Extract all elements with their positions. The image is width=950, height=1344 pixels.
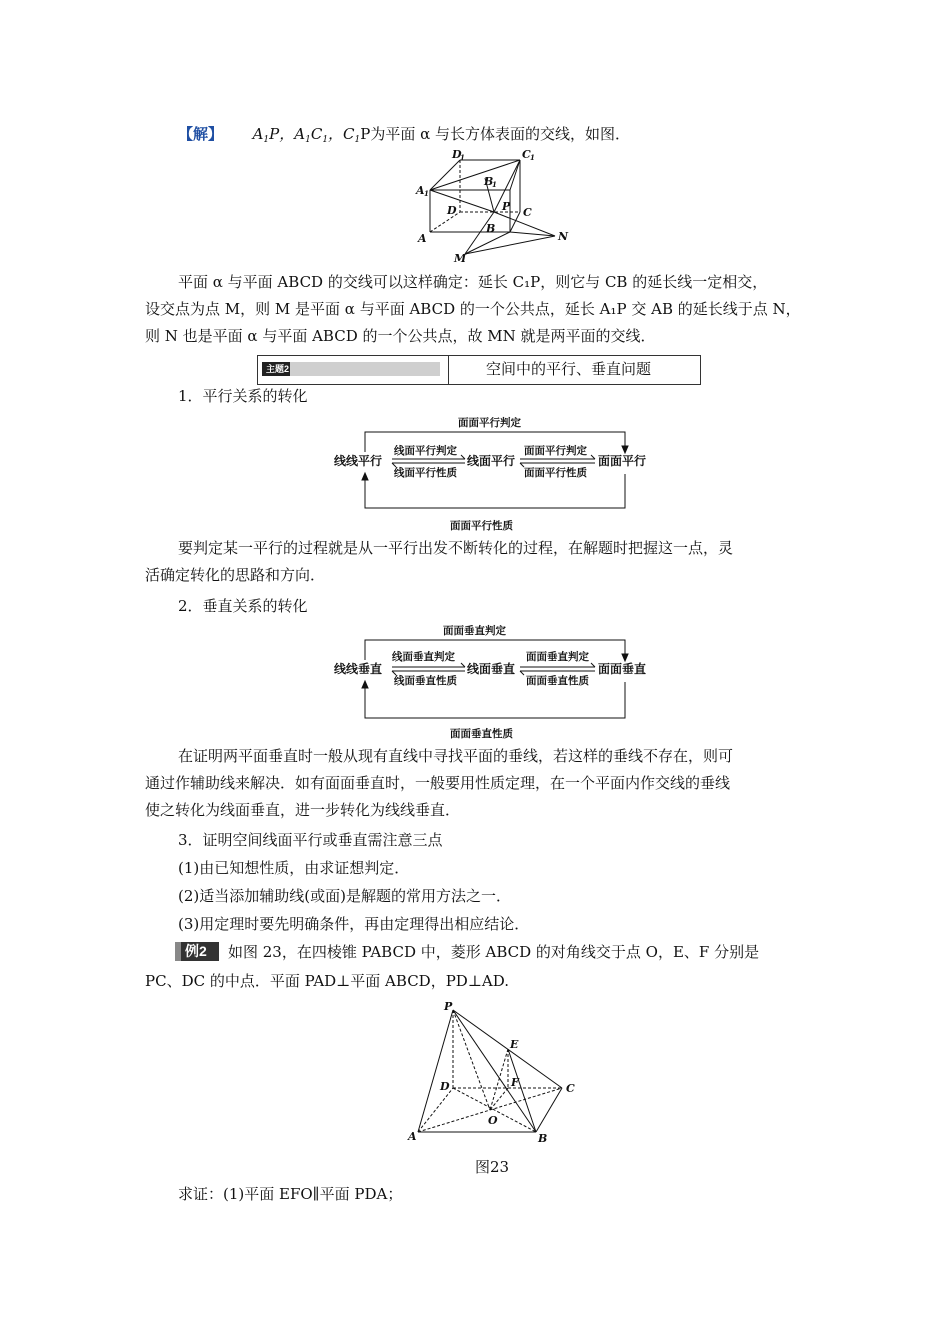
example-tag [175, 942, 219, 961]
solution-a: A [252, 125, 264, 143]
fig1-sub-d1: 1 [460, 153, 465, 162]
parallel-diagram [330, 412, 660, 534]
solution-tag: 【解】 [178, 125, 224, 143]
fig2-label-e: E [510, 1038, 519, 1051]
sec2-text-2: 通过作辅助线来解决．如有面面垂直时，一般要用性质定理，在一个平面内作交线的垂线 [145, 774, 731, 792]
perp-a-top: 线面垂直判定 [392, 651, 455, 663]
topic-tag [262, 362, 440, 376]
fig1-label-d: D [447, 204, 457, 217]
fig2-label-f: F [511, 1076, 519, 1089]
fig1-label-d1: D [452, 150, 462, 161]
solution-sub-4: 1 [354, 135, 361, 145]
parallel-a-top: 线面平行判定 [394, 445, 457, 457]
para1-line-3: 则 N 也是平面 α 与平面 ABCD 的一个公共点，故 MN 就是两平面的交线． [145, 327, 656, 345]
solution-e: P为平面 α 与长方体表面的交线，如图． [360, 125, 631, 143]
figure-cuboid [410, 150, 580, 265]
perp-node-linesurface: 线面垂直 [467, 662, 516, 676]
parallel-bottom-label: 面面平行性质 [450, 520, 513, 532]
example-line-2: PC、DC 的中点．平面 PAD⊥平面 ABCD，PD⊥AD. [145, 972, 510, 990]
fig2-label-a: A [408, 1130, 417, 1143]
fig1-label-a1: A [416, 184, 425, 197]
parallel-top-label: 面面平行判定 [458, 417, 521, 429]
fig1-label-m: M [454, 252, 467, 265]
perp-top-label: 面面垂直判定 [443, 625, 506, 637]
topic-divider [448, 356, 449, 384]
solution-line [178, 124, 630, 150]
fig1-label-b1: B [484, 175, 494, 188]
topic-bar [257, 355, 701, 385]
sec1-text-1: 要判定某一平行的过程就是从一平行出发不断转化的过程，在解题时把握这一点，灵 [178, 539, 734, 557]
fig1-label-a: A [418, 232, 427, 245]
fig2-label-p: P [444, 1000, 453, 1013]
fig1-label-p: P [502, 200, 511, 213]
parallel-node-surface: 面面平行 [598, 454, 647, 468]
fig1-label-b: B [486, 222, 496, 235]
topic-tag-label: 主题2 [266, 364, 290, 374]
fig2-label-c: C [566, 1082, 575, 1095]
fig2-label-b: B [538, 1132, 548, 1145]
perp-b-bottom: 面面垂直性质 [526, 675, 589, 687]
parallel-b-top: 面面平行判定 [524, 445, 587, 457]
fig1-sub-a1: 1 [424, 189, 429, 198]
solution-sub-1: 1 [263, 135, 270, 145]
prove-line: 求证：(1)平面 EFO∥平面 PDA； [178, 1185, 403, 1203]
solution-b: P，A [269, 125, 306, 143]
sec3-item-3: (3)用定理时要先明确条件，再由定理得出相应结论． [178, 915, 530, 933]
fig1-label-c: C [523, 206, 532, 219]
solution-d: ，C [328, 125, 355, 143]
example-line-1: 如图 23，在四棱锥 PABCD 中，菱形 ABCD 的对角线交于点 O，E、F 分别是 [228, 943, 760, 961]
topic-title: 空间中的平行、垂直问题 [486, 360, 652, 378]
figure-pyramid [400, 1000, 600, 1150]
sec3-item-1: (1)由已知想性质，由求证想判定． [178, 859, 410, 877]
solution-c: C [310, 125, 323, 143]
sec2-text-1: 在证明两平面垂直时一般从现有直线中寻找平面的垂线，若这样的垂线不存在，则可 [178, 747, 734, 765]
parallel-node-line: 线线平行 [334, 454, 383, 468]
fig1-sub-c1: 1 [530, 153, 535, 162]
perp-b-top: 面面垂直判定 [526, 651, 589, 663]
sec1-text-2: 活确定转化的思路和方向． [145, 566, 326, 584]
perpendicular-diagram [330, 620, 660, 742]
sec3-heading: 3．证明空间线面平行或垂直需注意三点 [178, 831, 443, 849]
fig2-label-d: D [440, 1080, 450, 1093]
para1-line-2: 设交点为点 M，则 M 是平面 α 与平面 ABCD 的一个公共点，延长 A₁P 交 AB 的延长线于点 N， [145, 300, 801, 318]
fig1-sub-b1: 1 [492, 180, 497, 189]
sec3-item-2: (2)适当添加辅助线(或面)是解题的常用方法之一． [178, 887, 511, 905]
perp-node-surface: 面面垂直 [598, 662, 647, 676]
perp-a-bottom: 线面垂直性质 [394, 675, 457, 687]
perp-node-line: 线线垂直 [334, 662, 383, 676]
sec2-text-3: 使之转化为线面垂直，进一步转化为线线垂直． [145, 801, 461, 819]
fig1-label-n: N [558, 230, 569, 243]
fig2-label-o: O [488, 1114, 498, 1127]
perp-bottom-label: 面面垂直性质 [450, 728, 513, 740]
solution-sub-3: 1 [322, 135, 329, 145]
fig1-label-c1: C [522, 150, 531, 161]
solution-sub-2: 1 [305, 135, 311, 145]
sec1-heading: 1．平行关系的转化 [178, 387, 308, 405]
sec2-heading: 2．垂直关系的转化 [178, 597, 308, 615]
parallel-a-bottom: 线面平行性质 [394, 467, 457, 479]
example-tag-label: 例2 [185, 943, 207, 959]
figure2-caption: 图23 [475, 1158, 510, 1176]
parallel-b-bottom: 面面平行性质 [524, 467, 587, 479]
parallel-node-linesurface: 线面平行 [467, 454, 516, 468]
para1-line-1: 平面 α 与平面 ABCD 的交线可以这样确定：延长 C₁P，则它与 CB 的延长线一定相交， [178, 273, 768, 291]
